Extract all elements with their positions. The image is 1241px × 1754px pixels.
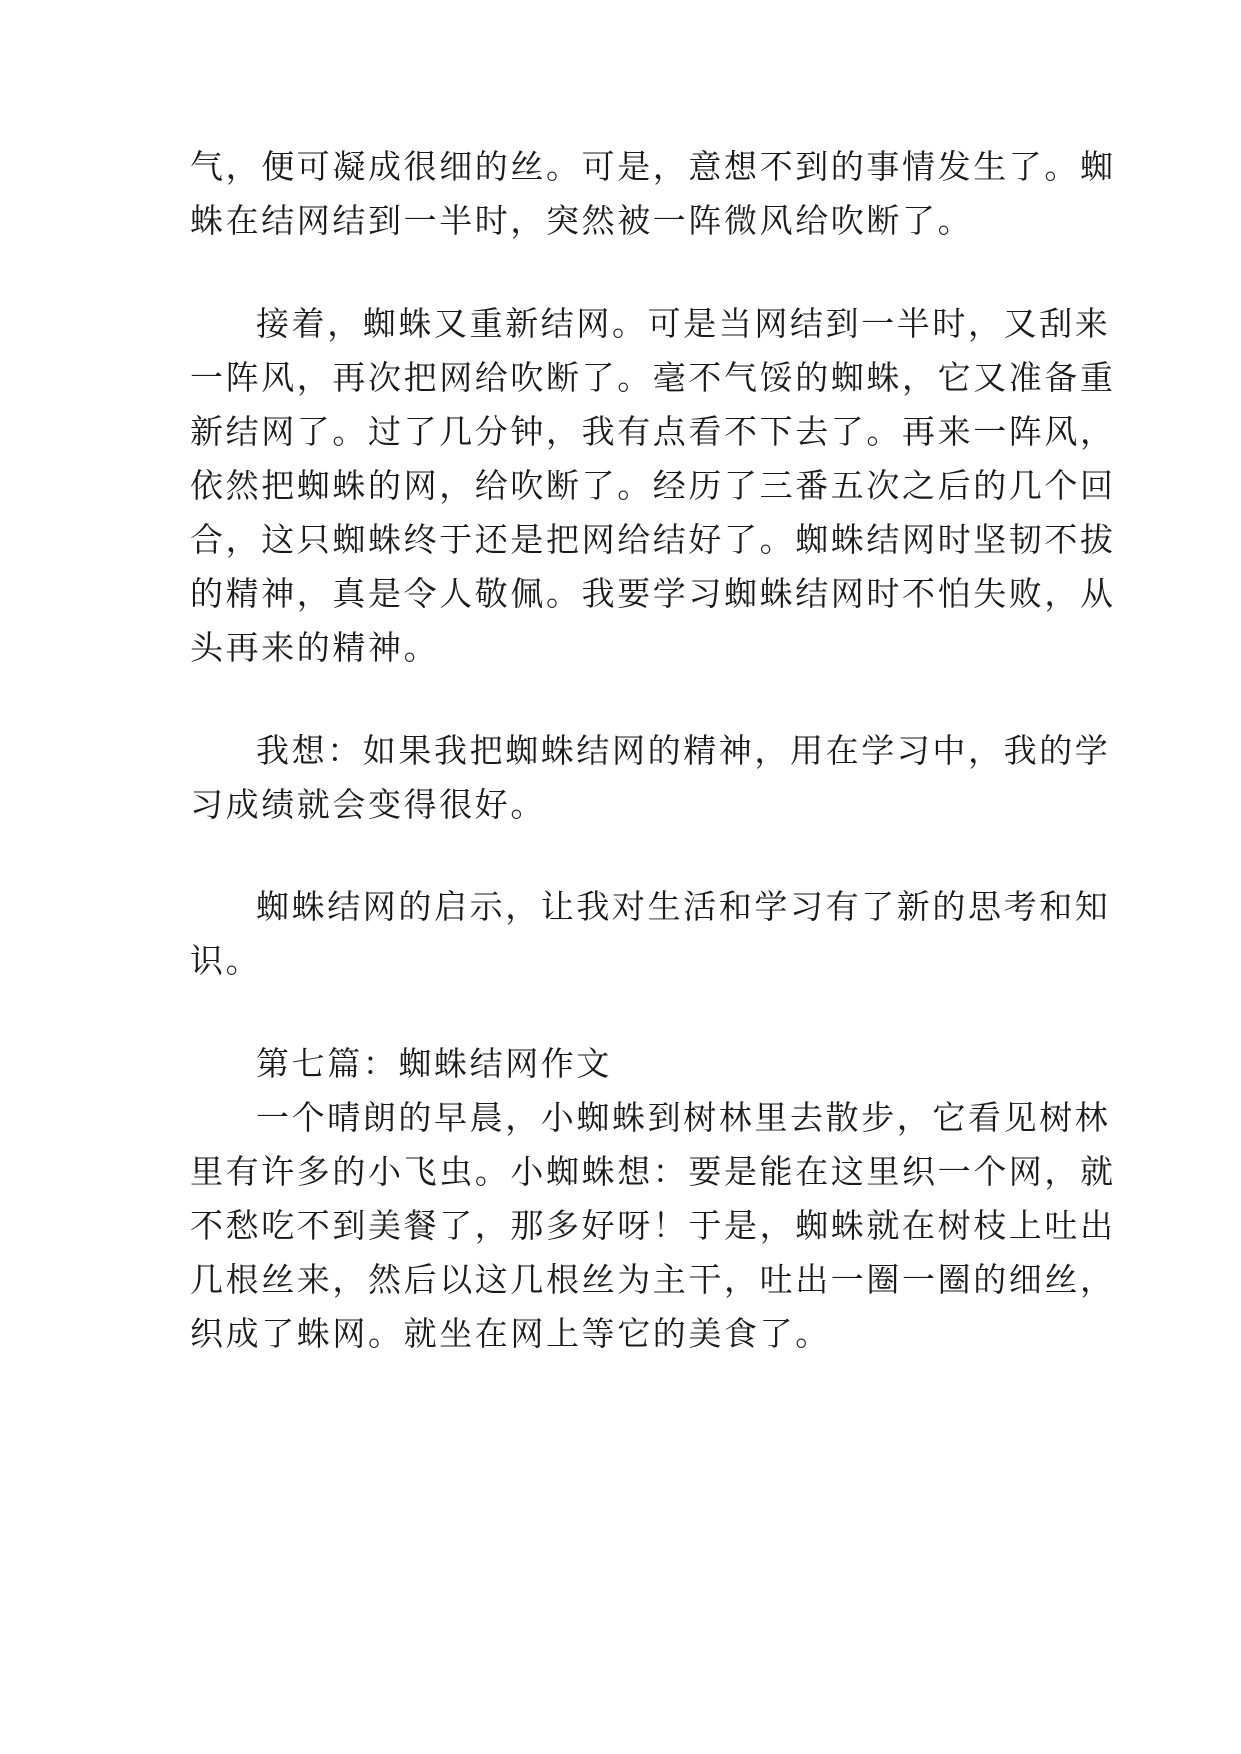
paragraph-2-line-3: 新结网了。过了几分钟，我有点看不下去了。再来一阵风， [190, 412, 1116, 451]
paragraph-6-line-5: 织成了蛛网。就坐在网上等它的美食了。 [190, 1314, 831, 1353]
section-heading: 第七篇：蜘蛛结网作文 [256, 1044, 612, 1083]
paragraph-2-line-5: 合，这只蜘蛛终于还是把网给结好了。蜘蛛结网时坚韧不拔 [190, 520, 1116, 559]
paragraph-6-line-4: 几根丝来，然后以这几根丝为主干，吐出一圈一圈的细丝， [190, 1260, 1116, 1299]
paragraph-1-line-2: 蛛在结网结到一半时，突然被一阵微风给吹断了。 [190, 201, 974, 240]
paragraph-2-line-1: 接着，蜘蛛又重新结网。可是当网结到一半时，又刮来 [256, 304, 1111, 343]
paragraph-6-line-1: 一个晴朗的早晨，小蜘蛛到树林里去散步，它看见树林 [256, 1098, 1111, 1137]
paragraph-4-line-1: 蜘蛛结网的启示，让我对生活和学习有了新的思考和知 [256, 887, 1111, 926]
paragraph-3-line-2: 习成绩就会变得很好。 [190, 785, 546, 824]
paragraph-2-line-4: 依然把蜘蛛的网，给吹断了。经历了三番五次之后的几个回 [190, 466, 1116, 505]
paragraph-6-line-3: 不愁吃不到美餐了，那多好呀！于是，蜘蛛就在树枝上吐出 [190, 1206, 1116, 1245]
paragraph-4-line-2: 识。 [190, 941, 262, 980]
paragraph-1-line-1: 气，便可凝成很细的丝。可是，意想不到的事情发生了。蜘 [190, 147, 1116, 186]
paragraph-6-line-2: 里有许多的小飞虫。小蜘蛛想：要是能在这里织一个网，就 [190, 1152, 1116, 1191]
paragraph-2-line-7: 头再来的精神。 [190, 628, 440, 667]
paragraph-2-line-6: 的精神，真是令人敬佩。我要学习蜘蛛结网时不怕失败，从 [190, 574, 1116, 613]
paragraph-2-line-2: 一阵风，再次把网给吹断了。毫不气馁的蜘蛛，它又准备重 [190, 358, 1116, 397]
paragraph-3-line-1: 我想：如果我把蜘蛛结网的精神，用在学习中，我的学 [256, 731, 1111, 770]
